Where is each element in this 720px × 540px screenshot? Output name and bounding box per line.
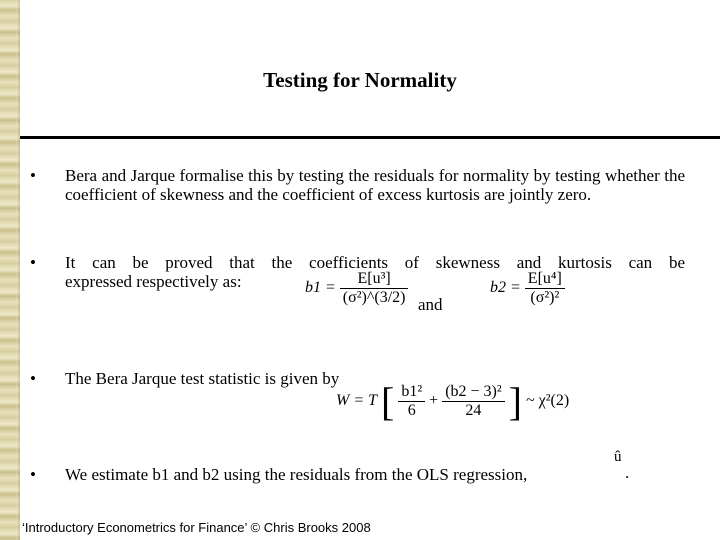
bullet-text-2-line-2: expressed respectively as: [65,272,242,291]
b2-numerator: E[u⁴] [525,270,565,289]
bullet-text-4: We estimate b1 and b2 using the residuals from the OLS regression, [65,465,528,484]
bera-jarque-formula: W = T [ $\frac{\text{b1²}}{6}$ + $\frac{\text{(b2 − 3)²}}{24}$ ] ~ χ²(2) [336,379,570,424]
w-term1 [398,383,425,420]
w-distribution: ~ χ²(2) [526,392,570,410]
w-term1-den: 6 [407,402,416,419]
b1-denominator: (σ²)^(3/2) [342,289,406,306]
b1-lhs: b1 = [305,279,336,297]
residual-symbol: û [614,449,622,465]
kurtosis-formula [490,270,565,307]
w-term2 [442,383,504,420]
b1-fraction [340,270,409,307]
w-lhs: W = T [336,392,378,410]
b2-fraction [525,270,565,307]
bullet-marker: • [30,465,36,484]
w-term1-num: b1² [398,383,425,402]
bullet-marker: • [30,166,36,185]
and-connector: and [418,295,443,314]
bullet-text-1: Bera and Jarque formalise this by testing the residuals for normality by testing whether the coefficient of skewness and the coefficient of excess kurtosis are jointly zero. [65,166,685,204]
bullet-text-3: The Bera Jarque test statistic is given by [65,369,340,388]
footer-copyright: ‘Introductory Econometrics for Finance’ © Chris Brooks 2008 [22,520,371,535]
title-divider [20,136,720,139]
b2-lhs: b2 = [490,279,521,297]
w-term2-num: (b2 − 3)² [442,383,504,402]
bullet-marker: • [30,253,36,272]
skewness-formula [305,270,408,307]
b1-numerator: E[u³] [340,270,409,289]
bullet-marker: • [30,369,36,388]
b2-denominator: (σ²)² [530,289,560,306]
w-term2-den: 24 [465,402,482,419]
slide-title: Testing for Normality [263,68,457,92]
bullet-text-2-line-1: It can be proved that the coefficients of skewness and kurtosis can be [65,253,685,272]
sentence-period: . [625,463,630,482]
